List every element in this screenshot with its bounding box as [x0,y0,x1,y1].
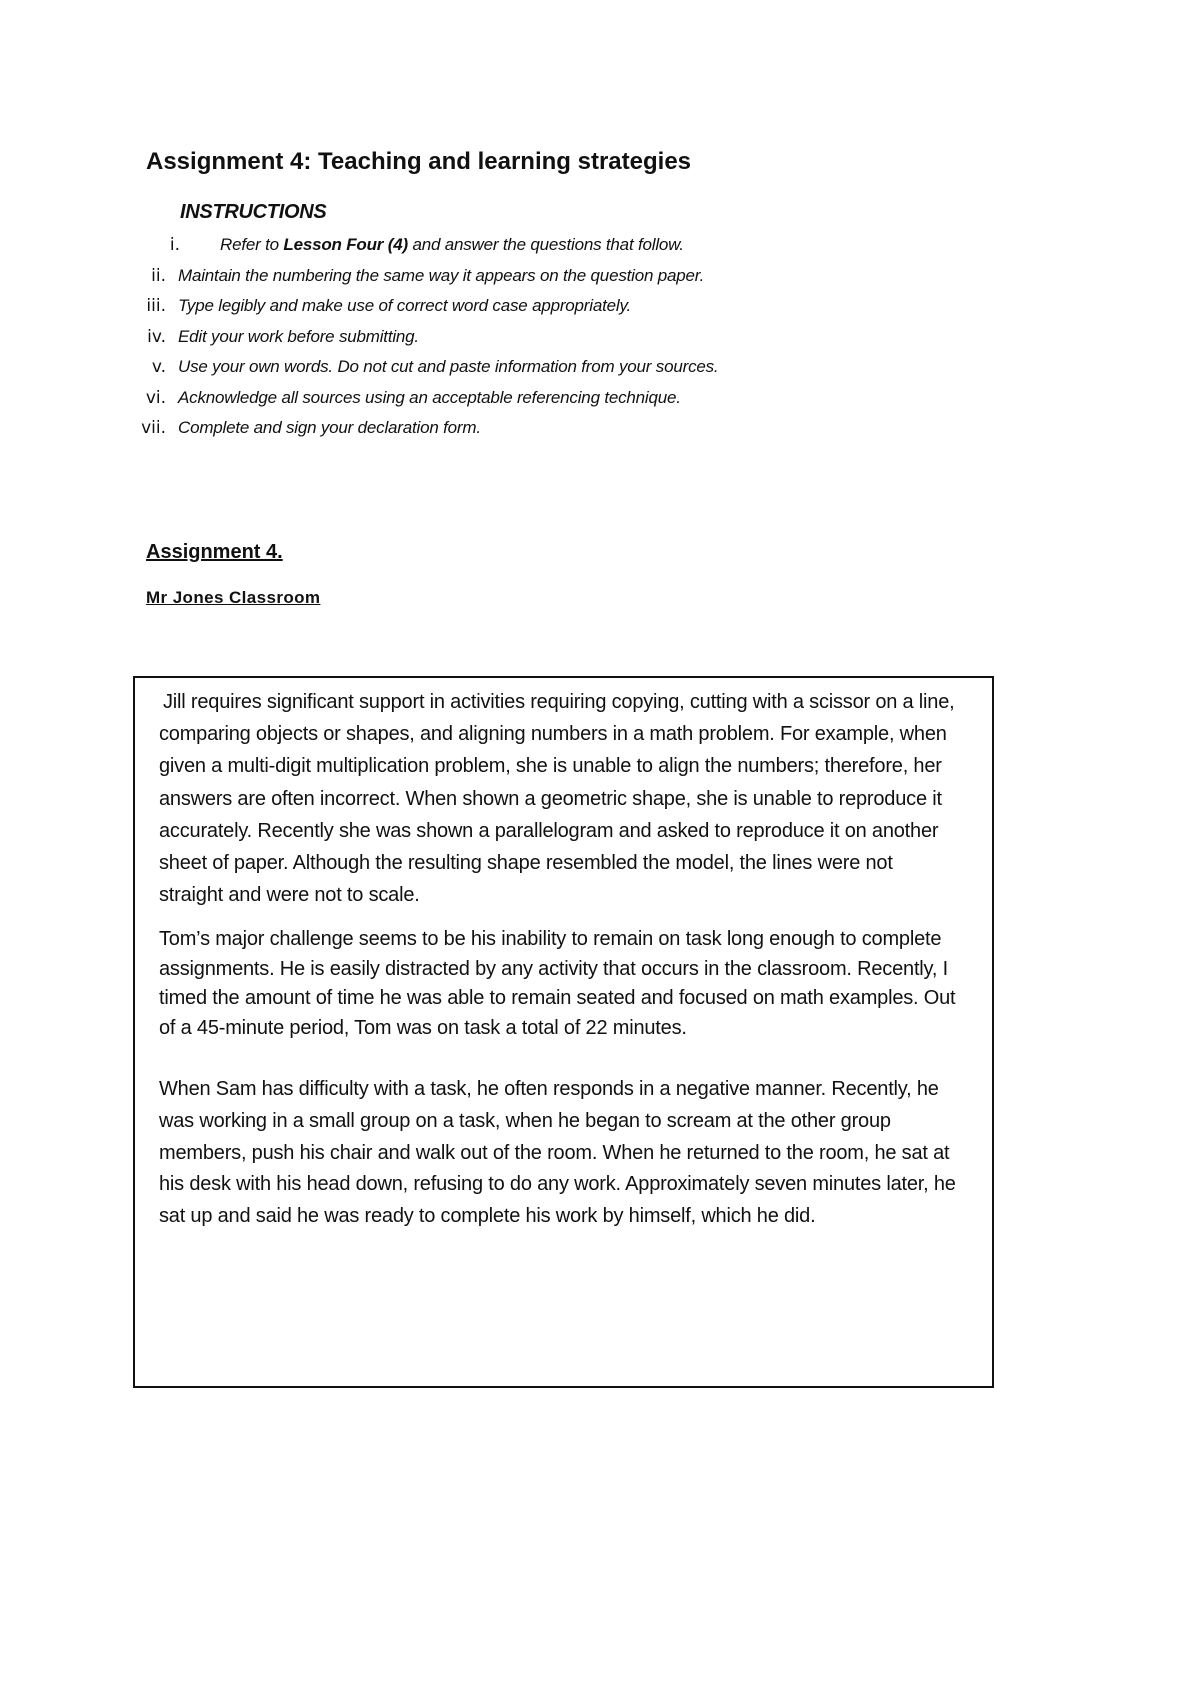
instruction-number: i. [169,235,180,255]
instructions-heading: INSTRUCTIONS [180,201,327,223]
section-heading: Assignment 4. [146,541,283,563]
case-paragraph-sam: When Sam has difficulty with a task, he often responds in a negative manner. Recently, he was working in a small group on a task, when he began to scream at the other group members, push his chair and walk out of the room. When he returned to the room, he sat at his desk with his head down, refusing to do any work. Approximately seven minutes later, he sat up and said he was ready to complete his work by himself, which he did. [159,1078,956,1227]
instruction-emphasis: Lesson Four (4) [283,235,408,254]
instruction-text: Complete and sign your declaration form. [178,418,481,437]
instruction-text: Maintain the numbering the same way it appears on the question paper. [178,265,705,285]
instruction-text: Use your own words. Do not cut and paste information from your sources. [178,357,719,376]
instruction-number: iv. [147,326,166,347]
document-title: Assignment 4: Teaching and learning strategies [146,148,692,175]
instruction-number: ii. [151,265,166,286]
instruction-text: Acknowledge all sources using an acceptable referencing technique. [178,387,681,407]
instruction-number: iii. [146,296,166,316]
instruction-text: Type legibly and make use of correct word case appropriately. [178,296,632,315]
instruction-text: Refer to Lesson Four (4) and answer the questions that follow. [220,235,684,254]
case-paragraph-tom: Tom’s major challenge seems to be his inability to remain on task long enough to complete assignments. He is easily distracted by any activity that occurs in the classroom. Recently, I timed the amount of time he was able to remain seated and focused on math examples. Out of a 45-minute period, Tom was on task a total of 22 minutes. [159,928,956,1039]
case-paragraph-jill: Jill requires significant support in activities requiring copying, cutting with a scissor on a line, comparing objects or shapes, and aligning numbers in a math problem. For example, when given a multi-digit multiplication problem, she is unable to align the numbers; therefore, her answers are often incorrect. When shown a geometric shape, she is unable to reproduce it accurately. Recently she was shown a parallelogram and asked to reproduce it on another sheet of paper. Although the resulting shape resembled the model, the lines were not straight and were not to scale. [159,691,955,907]
case-study-box [133,676,994,1388]
instruction-number: vi. [145,387,166,408]
subsection-heading: Mr Jones Classroom [146,588,321,607]
instruction-text: Edit your work before submitting. [178,326,419,346]
instruction-number: vii. [141,418,166,438]
instruction-number: v. [151,357,166,377]
